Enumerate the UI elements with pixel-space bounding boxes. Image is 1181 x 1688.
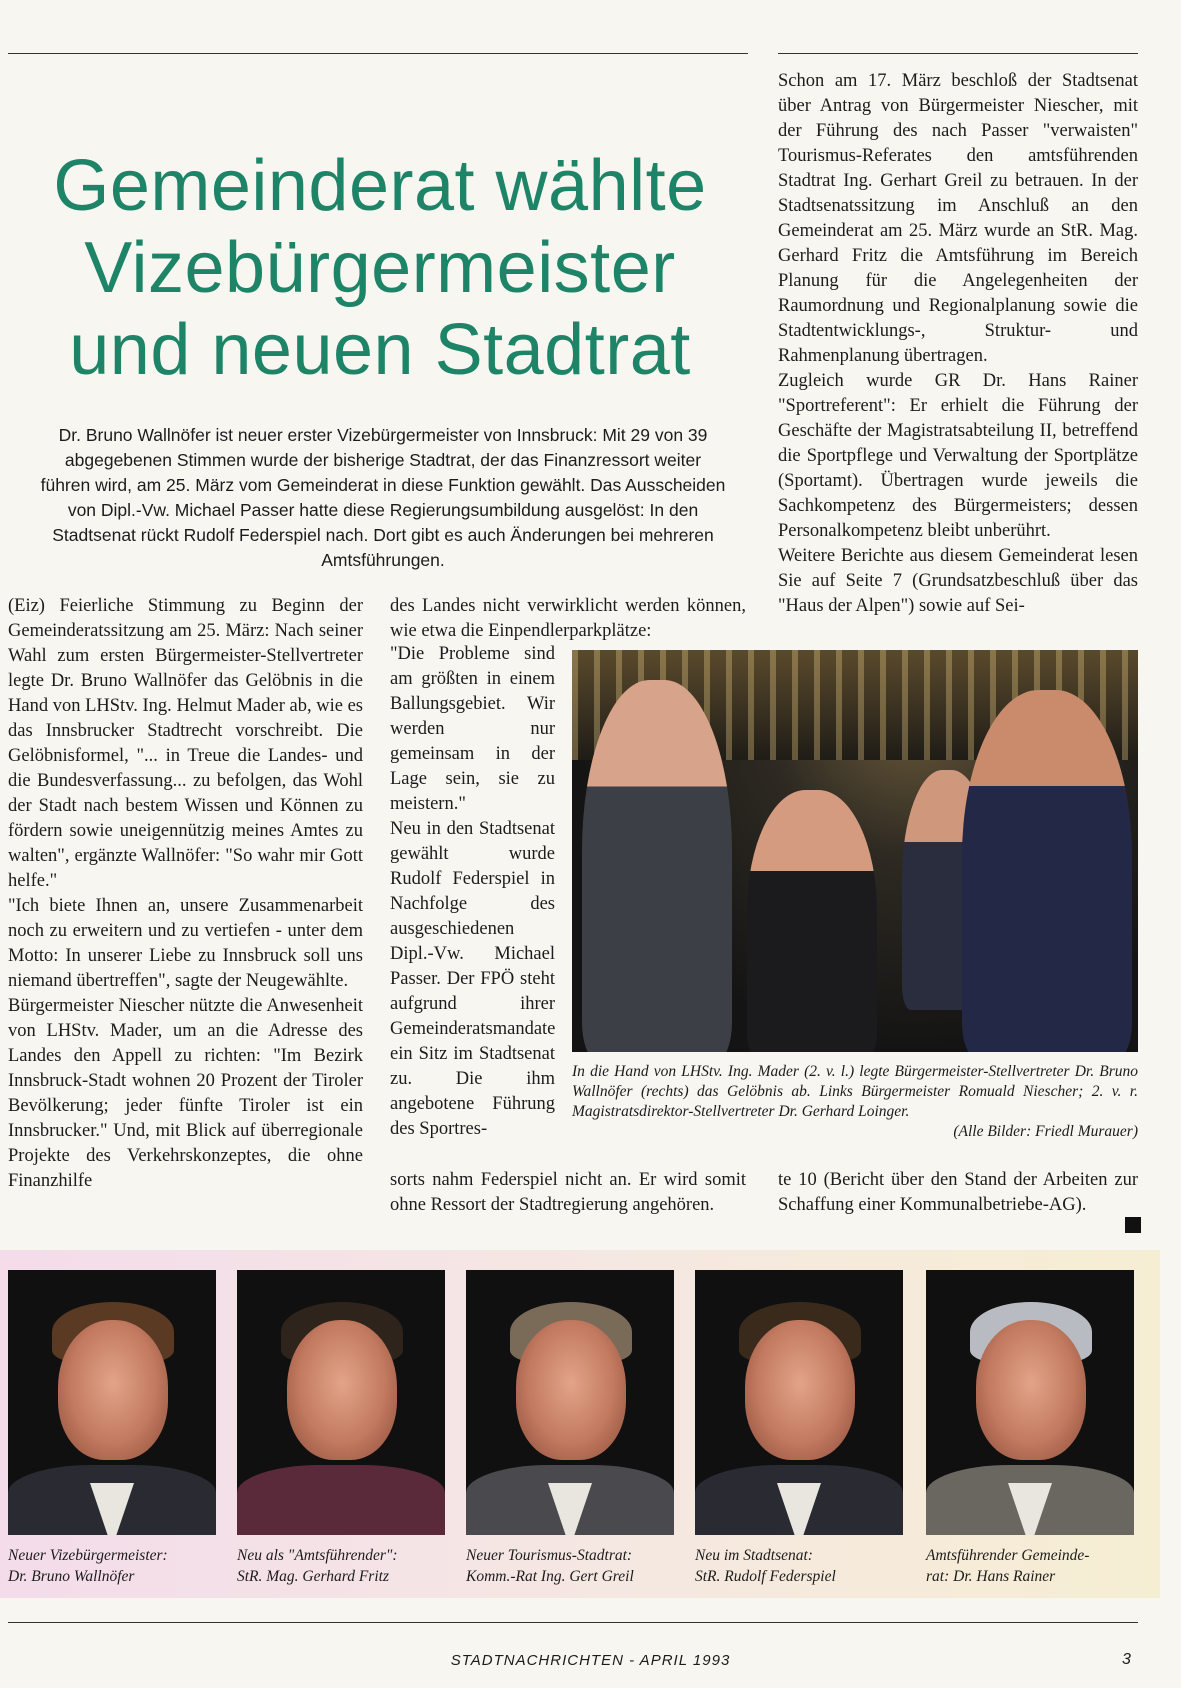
- col3-paragraph-1: Schon am 17. März beschloß der Stadtsenat über Antrag von Bürgermeister Niescher, mit der Führung des nach Passer "verwaisten" Tourismus-Referates den amtsführenden Stadtrat Ing. Gerhart Greil zu betrauen. In der Stadtsenatssitzung im Anschluß an den Gemeinderat am 25. März wurde an StR. Mag. Gerhard Fritz die Amtsführung im Bereich Planung für die Angelegenheiten der Raumordnung und Regionalplanung sowie die Stadtentwicklungs-, Struktur- und Rahmenplanung übertragen.: [778, 71, 1138, 366]
- top-rule-right: [778, 53, 1138, 54]
- portrait-2-suit: [237, 1465, 445, 1535]
- portrait-2: [237, 1270, 445, 1535]
- portrait-5-caption-line1: Amtsführender Gemeinde-: [926, 1547, 1090, 1564]
- portrait-4-caption: [695, 1545, 910, 1587]
- portrait-3-caption: [466, 1545, 681, 1587]
- portrait-1-caption: [8, 1545, 223, 1587]
- portrait-4-caption-line2: StR. Rudolf Federspiel: [695, 1568, 836, 1585]
- portrait-5: [926, 1270, 1134, 1535]
- portrait-3-caption-line1: Neuer Tourismus-Stadtrat:: [466, 1547, 633, 1564]
- page-number: 3: [1122, 1651, 1131, 1668]
- portrait-5-caption: [926, 1545, 1141, 1587]
- portrait-1-caption-line2: Dr. Bruno Wallnöfer: [8, 1568, 135, 1585]
- column-2-top: [390, 594, 746, 644]
- publication-footer: STADTNACHRICHTEN - APRIL 1993: [450, 1652, 731, 1669]
- column-3-bottom: [778, 1168, 1138, 1218]
- headline: [20, 145, 740, 391]
- portrait-4-caption-line1: Neu im Stadtsenat:: [695, 1547, 813, 1564]
- portrait-3-face: [516, 1320, 626, 1460]
- photo-credit: (Alle Bilder: Friedl Murauer): [953, 1123, 1138, 1140]
- col1-paragraph-3: Bürgermeister Niescher nützte die Anwesenheit von LHStv. Mader, um an die Adresse des Landes den Appell zu richten: "Im Bezirk Innsbruck-Stadt wohnen 20 Prozent der Tiroler Bevölkerung; jeder fünfte Tiroler ist ein Innsbrucker." Und, mit Blick auf überregionale Projekte des Verkehrskonzeptes, die ohne Finanzhilfe: [8, 996, 363, 1191]
- photo-person-left: [582, 680, 732, 1052]
- col1-paragraph-1: (Eiz) Feierliche Stimmung zu Beginn der Gemeinderatssitzung am 25. März: Nach seiner Wahl zum ersten Bürgermeister-Stellvertreter legte Dr. Bruno Wallnöfer das Gelöbnis in die Hand von LHStv. Ing. Helmut Mader ab, wie es das Innsbrucker Stadtrecht vorschreibt. Die Gelöbnisformel, "... in Treue die Landes- und die Bundesverfassung... zu befolgen, das Wohl der Stadt nach bestem Wissen und Können zu fördern sowie uneigennützig meines Amtes zu walten", ergänzte Wallnöfer: "So wahr mir Gott helfe.": [8, 596, 363, 891]
- col3-bottom-text: te 10 (Bericht über den Stand der Arbeiten zur Schaffung einer Kommunalbetriebe-AG).: [778, 1170, 1138, 1215]
- headline-line-3: und neuen Stadtrat: [69, 310, 691, 390]
- portrait-1-caption-line1: Neuer Vizebürgermeister:: [8, 1547, 168, 1564]
- headline-line-2: Vizebürgermeister: [84, 228, 676, 308]
- column-2-narrow: [390, 642, 555, 1142]
- col3-paragraph-3: Weitere Berichte aus diesem Gemeinderat lesen Sie auf Seite 7 (Grundsatzbeschluß über das "Haus der Alpen") sowie auf Sei-: [778, 546, 1138, 616]
- column-2-bottom: [390, 1168, 746, 1218]
- col2-narrow-paragraph-2: Neu in den Stadtsenat gewählt wurde Rudolf Federspiel in Nachfolge des ausgeschiedenen Dipl.-Vw. Michael Passer. Der FPÖ steht aufgrund ihrer Gemeinderatsmandate ein Sitz im Stadtsenat zu. Die ihm angebotene Führung des Sportres-: [390, 819, 556, 1139]
- portrait-5-caption-line2: rat: Dr. Hans Rainer: [926, 1568, 1056, 1585]
- lead-paragraph: Dr. Bruno Wallnöfer ist neuer erster Vizebürgermeister von Innsbruck: Mit 29 von 39 abgegebenen Stimmen wurde der bisherige Stadtrat, der das Finanzressort weiter führen wird, am 25. März vom Gemeinderat in diese Funktion gewählt. Das Ausscheiden von Dipl.-Vw. Michael Passer hatte diese Regierungsumbildung ausgelöst: In den Stadtsenat rückt Rudolf Federspiel nach. Dort gibt es auch Änderungen bei mehreren Amtsführungen.: [40, 425, 726, 570]
- portrait-1-face: [58, 1320, 168, 1460]
- portrait-4: [695, 1270, 903, 1535]
- portrait-2-caption-line1: Neu als "Amtsführender":: [237, 1547, 398, 1564]
- portrait-3-caption-line2: Komm.-Rat Ing. Gert Greil: [466, 1568, 634, 1585]
- col2-narrow-paragraph-1: "Die Probleme sind am größten in einem Ballungsgebiet. Wir werden nur gemeinsam in der Lage sein, sie zu meistern.": [390, 644, 555, 814]
- col1-paragraph-2: "Ich biete Ihnen an, unsere Zusammenarbeit noch zu erweitern und zu vertiefen - unter dem Motto: In unserer Liebe zu Innsbruck soll uns niemand übertreffen", sagte der Neugewählte.: [8, 896, 363, 991]
- portrait-5-face: [976, 1320, 1086, 1460]
- main-photo: [572, 650, 1138, 1052]
- main-photo-caption: [572, 1062, 1138, 1142]
- portrait-2-caption-line2: StR. Mag. Gerhard Fritz: [237, 1568, 389, 1585]
- column-1: [8, 594, 363, 1194]
- headline-line-1: Gemeinderat wählte: [53, 146, 707, 226]
- top-rule-left: [8, 53, 748, 54]
- portrait-1: [8, 1270, 216, 1535]
- photo-person-center: [747, 790, 877, 1052]
- col2-bottom-text: sorts nahm Federspiel nicht an. Er wird somit ohne Ressort der Stadtregierung angehören.: [390, 1170, 746, 1215]
- photo-person-right: [962, 690, 1132, 1052]
- col2-top-text: des Landes nicht verwirklicht werden können, wie etwa die Einpendlerparkplätze:: [390, 596, 746, 641]
- portrait-3: [466, 1270, 674, 1535]
- column-3: [778, 69, 1138, 619]
- portrait-2-caption: [237, 1545, 452, 1587]
- end-mark-icon: [1125, 1217, 1141, 1233]
- main-photo-caption-text: In die Hand von LHStv. Ing. Mader (2. v. l.) legte Bürgermeister-Stellvertreter Dr. Bruno Wallnöfer (rechts) das Gelöbnis ab. Links Bürgermeister Romuald Niescher; 2. v. r. Magistratsdirektor-Stellvertreter Dr. Gerhard Loinger.: [572, 1063, 1138, 1120]
- portrait-4-face: [745, 1320, 855, 1460]
- col3-paragraph-2: Zugleich wurde GR Dr. Hans Rainer "Sportreferent": Er erhielt die Führung der Geschäfte der Magistratsabteilung II, betreffend die Sportpflege und Verwaltung der Sportplätze (Sportamt). Übertragen wurde jeweils die Sachkompetenz des Bürgermeisters; dessen Personalkompetenz bleibt unberührt.: [778, 371, 1138, 541]
- bottom-rule: [8, 1622, 1138, 1623]
- portrait-2-face: [287, 1320, 397, 1460]
